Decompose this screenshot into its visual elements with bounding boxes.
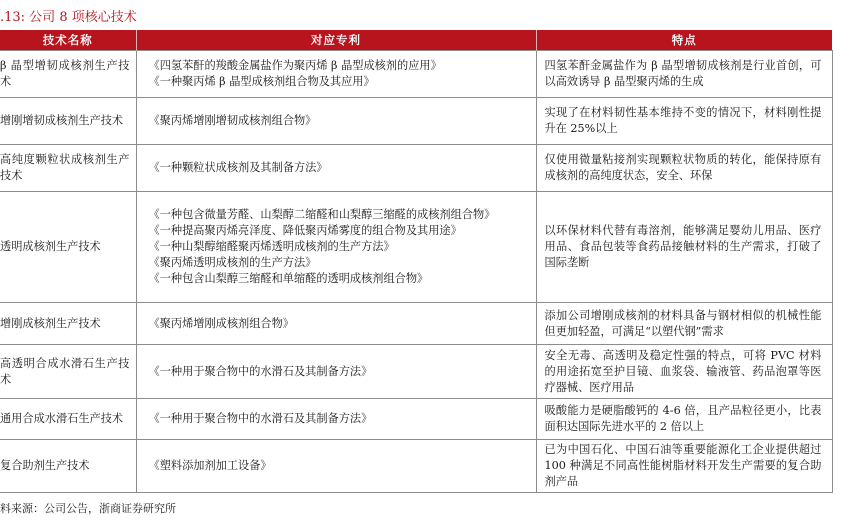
feature-cell: 添加公司增刚成核剂的材料具备与钢材相似的机械性能但更加轻盈，可满足“以塑代钢”需求 <box>536 303 832 345</box>
tech-name-cell: 增刚增韧成核剂生产技术 <box>0 98 136 145</box>
table-row <box>0 399 832 440</box>
patents-cell <box>136 98 536 145</box>
feature-cell: 吸酸能力是硬脂酸钙的 4-6 倍，且产品粒径更小，比表面积达国际先进水平的 2 倍以上 <box>536 399 832 440</box>
patent-item: 《一种聚丙烯 β 晶型成核剂组合物及其应用》 <box>148 75 375 88</box>
table-row <box>0 345 832 399</box>
patents-cell <box>136 51 536 98</box>
table-row <box>0 98 832 145</box>
header-features: 特点 <box>536 30 832 51</box>
patent-item: 《一种用于聚合物中的水滑石及其制备方法》 <box>148 364 373 378</box>
header-row <box>0 30 832 51</box>
tech-name-cell: 高纯度颗粒状成核剂生产技术 <box>0 145 136 192</box>
tech-name-cell: 复合助剂生产技术 <box>0 440 136 493</box>
patent-item: 《一种山梨醇缩醛聚丙烯透明成核剂的生产方法》 <box>148 240 395 253</box>
patents-cell <box>136 192 536 303</box>
tech-name-cell: 通用合成水滑石生产技术 <box>0 399 136 440</box>
patents-cell <box>136 145 536 192</box>
tech-name-cell: 增刚成核剂生产技术 <box>0 303 136 345</box>
table-row <box>0 51 832 98</box>
patent-item: 《一种颗粒状成核剂及其制备方法》 <box>148 161 328 174</box>
table-row <box>0 303 832 345</box>
feature-cell: 实现了在材料韧性基本维持不变的情况下，材料刚性提升在 25%以上 <box>536 98 832 145</box>
tech-name-cell: 透明成核剂生产技术 <box>0 192 136 303</box>
header-tech-name: 技术名称 <box>0 30 136 51</box>
patent-item: 《四氢苯酐的羧酸金属盐作为聚丙烯 β 晶型成核剂的应用》 <box>148 59 442 72</box>
patents-cell <box>136 303 536 345</box>
table-row <box>0 145 832 192</box>
patent-item: 《塑料添加剂加工设备》 <box>148 459 272 472</box>
table-row <box>0 192 832 303</box>
feature-cell: 以环保材料代替有毒溶剂，能够满足婴幼儿用品、医疗用品、食品包装等食药品接触材料的生产需求，打破了国际垄断 <box>536 192 832 303</box>
patents-cell <box>136 345 536 399</box>
patents-cell <box>136 440 536 493</box>
patents-cell <box>136 399 536 440</box>
feature-cell: 安全无毒、高透明及稳定性强的特点，可将 PVC 材料的用途拓宽至护目镜、血浆袋、输液管、药品泡罩等医疗器械、医疗用品 <box>536 345 832 399</box>
header-patents: 对应专利 <box>136 30 536 51</box>
patent-item: 《一种提高聚丙烯亮泽度、降低聚丙烯雾度的组合物及其用途》 <box>148 224 462 237</box>
patent-item: 《聚丙烯增刚增韧成核剂组合物》 <box>148 114 317 127</box>
core-tech-table <box>0 30 833 493</box>
table-caption: .13: 公司 8 项核心技术 <box>0 10 137 25</box>
patent-item: 《一种用于聚合物中的水滑石及其制备方法》 <box>148 412 373 425</box>
source-note: 料来源：公司公告，浙商证券研究所 <box>0 502 176 515</box>
tech-name-cell: β 晶型增韧成核剂生产技术 <box>0 51 136 98</box>
feature-cell: 已为中国石化、中国石油等重要能源化工企业提供超过 100 种满足不同高性能树脂材料开发生产需要的复合助剂产品 <box>536 440 832 493</box>
table-row <box>0 440 832 493</box>
feature-cell: 仅使用微量粘接剂实现颗粒状物质的转化，能保持原有成核剂的高纯度状态，安全、环保 <box>536 145 832 192</box>
patent-item: 《一种包含微量芳醛、山梨醇二缩醛和山梨醇三缩醛的成核剂组合物》 <box>148 208 496 221</box>
patent-item: 《聚丙烯透明成核剂的生产方法》 <box>148 256 317 269</box>
patent-item: 《聚丙烯增刚成核剂组合物》 <box>148 316 294 330</box>
feature-cell: 四氢苯酐金属盐作为 β 晶型增韧成核剂是行业首创，可以高效诱导 β 晶型聚丙烯的生成 <box>536 51 832 98</box>
patent-item: 《一种包含山梨醇三缩醛和单缩醛的透明成核剂组合物》 <box>148 272 429 285</box>
tech-name-cell: 高透明合成水滑石生产技术 <box>0 345 136 399</box>
